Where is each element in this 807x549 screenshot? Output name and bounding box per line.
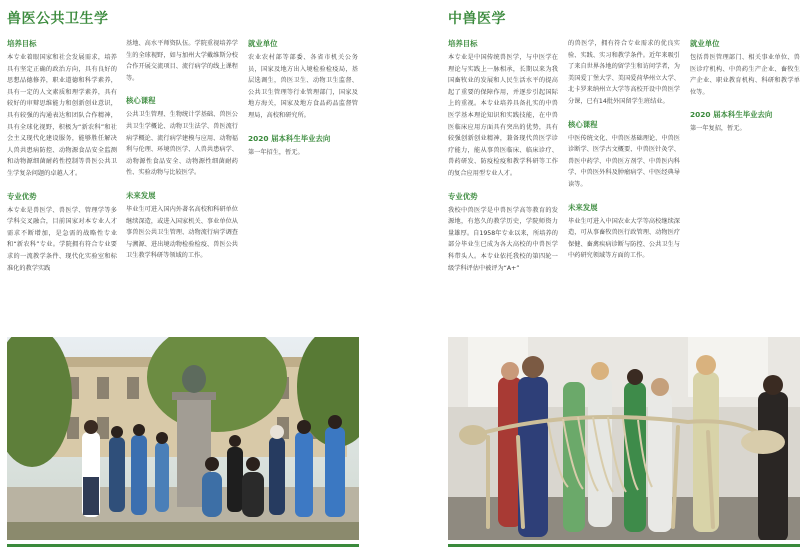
right-courses-heading: 核心课程 <box>568 119 598 129</box>
right-bottom-bar <box>448 544 800 547</box>
left-employment-text: 农业农村部等部委、各省市机关公务员，国家及地方出入境检验检疫局，基层选调生，兽医卫生、动物卫生监督、公共卫生管理等行业管理部门，国家及地方海关，国家及地方食品药品监督管理局，高校和研究所。 <box>248 54 358 119</box>
lab-photo-illustration <box>448 337 800 540</box>
right-advantage-heading: 专业优势 <box>448 191 478 201</box>
left-advantage-text: 本专业是兽医学、兽医学、管理学等多学科交叉融合，目前国家对本专业人才需求不断增加，是急需的战略性专业和“新农科”专业。学院拥有符合专业要求的一流教学条件、现代化实验室和标准化的教学实践 <box>7 206 117 272</box>
right-continued-text: 的兽医学，拥有符合专业需求的优良实验、实践、实习和教学条件。近年来吸引了来自世界各地的留学生和访问学者，为美国爱丁堡大学、美国爱荷华州立大学、北卡罗来纳州立大学等高校开设中兽医学分课，已有14批外国留学生班结业。 <box>568 40 680 105</box>
right-employment-text: 包括兽医管理部门、相关事业单位、兽医诊疗机构、中兽药生产企业、畜牧生产企业、职业教育机构、科研和教学单位等。 <box>690 54 800 96</box>
left-page-title: 兽医公共卫生学 <box>7 11 109 27</box>
left-group-photo <box>7 337 359 540</box>
right-future-heading: 未来发展 <box>568 202 598 212</box>
right-page-title: 中兽医学 <box>448 11 506 27</box>
right-column-2 <box>568 38 680 262</box>
right-column-3 <box>690 38 800 135</box>
right-advantage-text: 我校中兽医学是中兽医学高等教育的发源地，有悠久的教学历史，学院师资力量雄厚。自1958年专业以来，所培养的部分毕业生已成为各大高校的中兽医学科带头人。本专业依托我校的第四轮一级学科评估中被评为“A+” <box>448 206 558 272</box>
left-advantage-heading: 专业优势 <box>7 191 37 201</box>
right-objectives-text: 本专业是中国传统兽医学，与中医学在理论与实践上一脉相承，长期以来为我国畜牧业的发展和人民生活水平的提高起了重要的保障作用，并逐步引起国际上的重视。本专业培养具备扎实的中兽医学基本理论知识和实践技能，在中兽医临床应用方面具有突出的优势，具有较强创新创业精神，兼备现代兽医学诊疗能力，能从事兽医临床、临床诊疗、兽药研发、防疫检疫和教学科研等工作的复合应用型专业人才。 <box>448 54 558 177</box>
right-courses-text: 中医传统文化、中兽医基础理论、中兽医诊断学、医学古文概要、中兽医针灸学、兽医中药学、中兽医方剂学、中兽医内科学、中兽医外科及肿瘤病学、中医经典导读等。 <box>568 134 680 188</box>
left-courses-heading: 核心课程 <box>126 96 156 106</box>
left-column-3 <box>248 38 358 158</box>
left-grad-heading: 2020 届本科生毕业去向 <box>248 133 331 143</box>
left-employment-heading: 就业单位 <box>248 39 278 48</box>
right-grad-heading: 2020 届本科生毕业去向 <box>690 110 773 120</box>
right-lab-photo <box>448 337 800 540</box>
left-courses-text: 公共卫生管理、生物统计学基础、兽医公共卫生学概论、动物卫生法学、兽医流行病学概论、流行病学建模与应用、动物福利与伦理、环境兽医学、人兽共患病学、动物源性食品安全、动物源性细菌耐药性、实验动物与比较医学。 <box>126 111 238 177</box>
left-future-heading: 未来发展 <box>126 190 156 200</box>
left-bottom-bar <box>7 544 359 547</box>
left-objectives-text: 本专业着眼国家和社会发展需求，培养具有坚定正确的政治方向，具有良好的思想品德修养，职业道德和科学素养，具有一定的人文素质和理学素养，具有较好的审辩思维能力和创新创业意识，具有较强的沟通表达和团队合作精神，具有全球化视野，积极为“新农科”和社会主义现代化建设服务，能够胜任解决人兽共患病防控、动物源食品安全监测和动物源细菌耐药性控制等兽医公共卫生学复杂问题的卓越人才。 <box>7 54 117 177</box>
right-column-1 <box>448 38 558 274</box>
group-photo-illustration <box>7 337 359 540</box>
right-future-text: 毕业生可进入中国农业大学等高校继续深造，可从事畜牧兽医行政管理、动物医疗保健、畜禽疾病诊断与防控、公共卫生与中药研究领域等方面的工作。 <box>568 217 680 260</box>
left-objectives-heading: 培养目标 <box>7 39 37 48</box>
right-employment-heading: 就业单位 <box>690 39 720 48</box>
left-column-2 <box>126 38 238 262</box>
right-grad-text: 第一年复招，暂无。 <box>690 125 746 133</box>
left-grad-text: 第一年招生，暂无。 <box>248 148 304 156</box>
left-column-1 <box>7 38 117 274</box>
left-future-text: 毕业生可进入国内外著名高校和科研单位继续深造，或进入国家机关、事业单位从事兽医公共卫生管理、动物流行病学调查与溯源、进出境动物检验检疫、兽医公共卫生教学科研等领域的工作。 <box>126 205 238 260</box>
right-objectives-heading: 培养目标 <box>448 39 478 48</box>
left-objectives-continued: 基地、高水平师资队伍。学院重视培养学生的全球视野，如与加州大学戴维斯分校合作开展交流项目、流行病学的线上课程等。 <box>126 40 238 82</box>
